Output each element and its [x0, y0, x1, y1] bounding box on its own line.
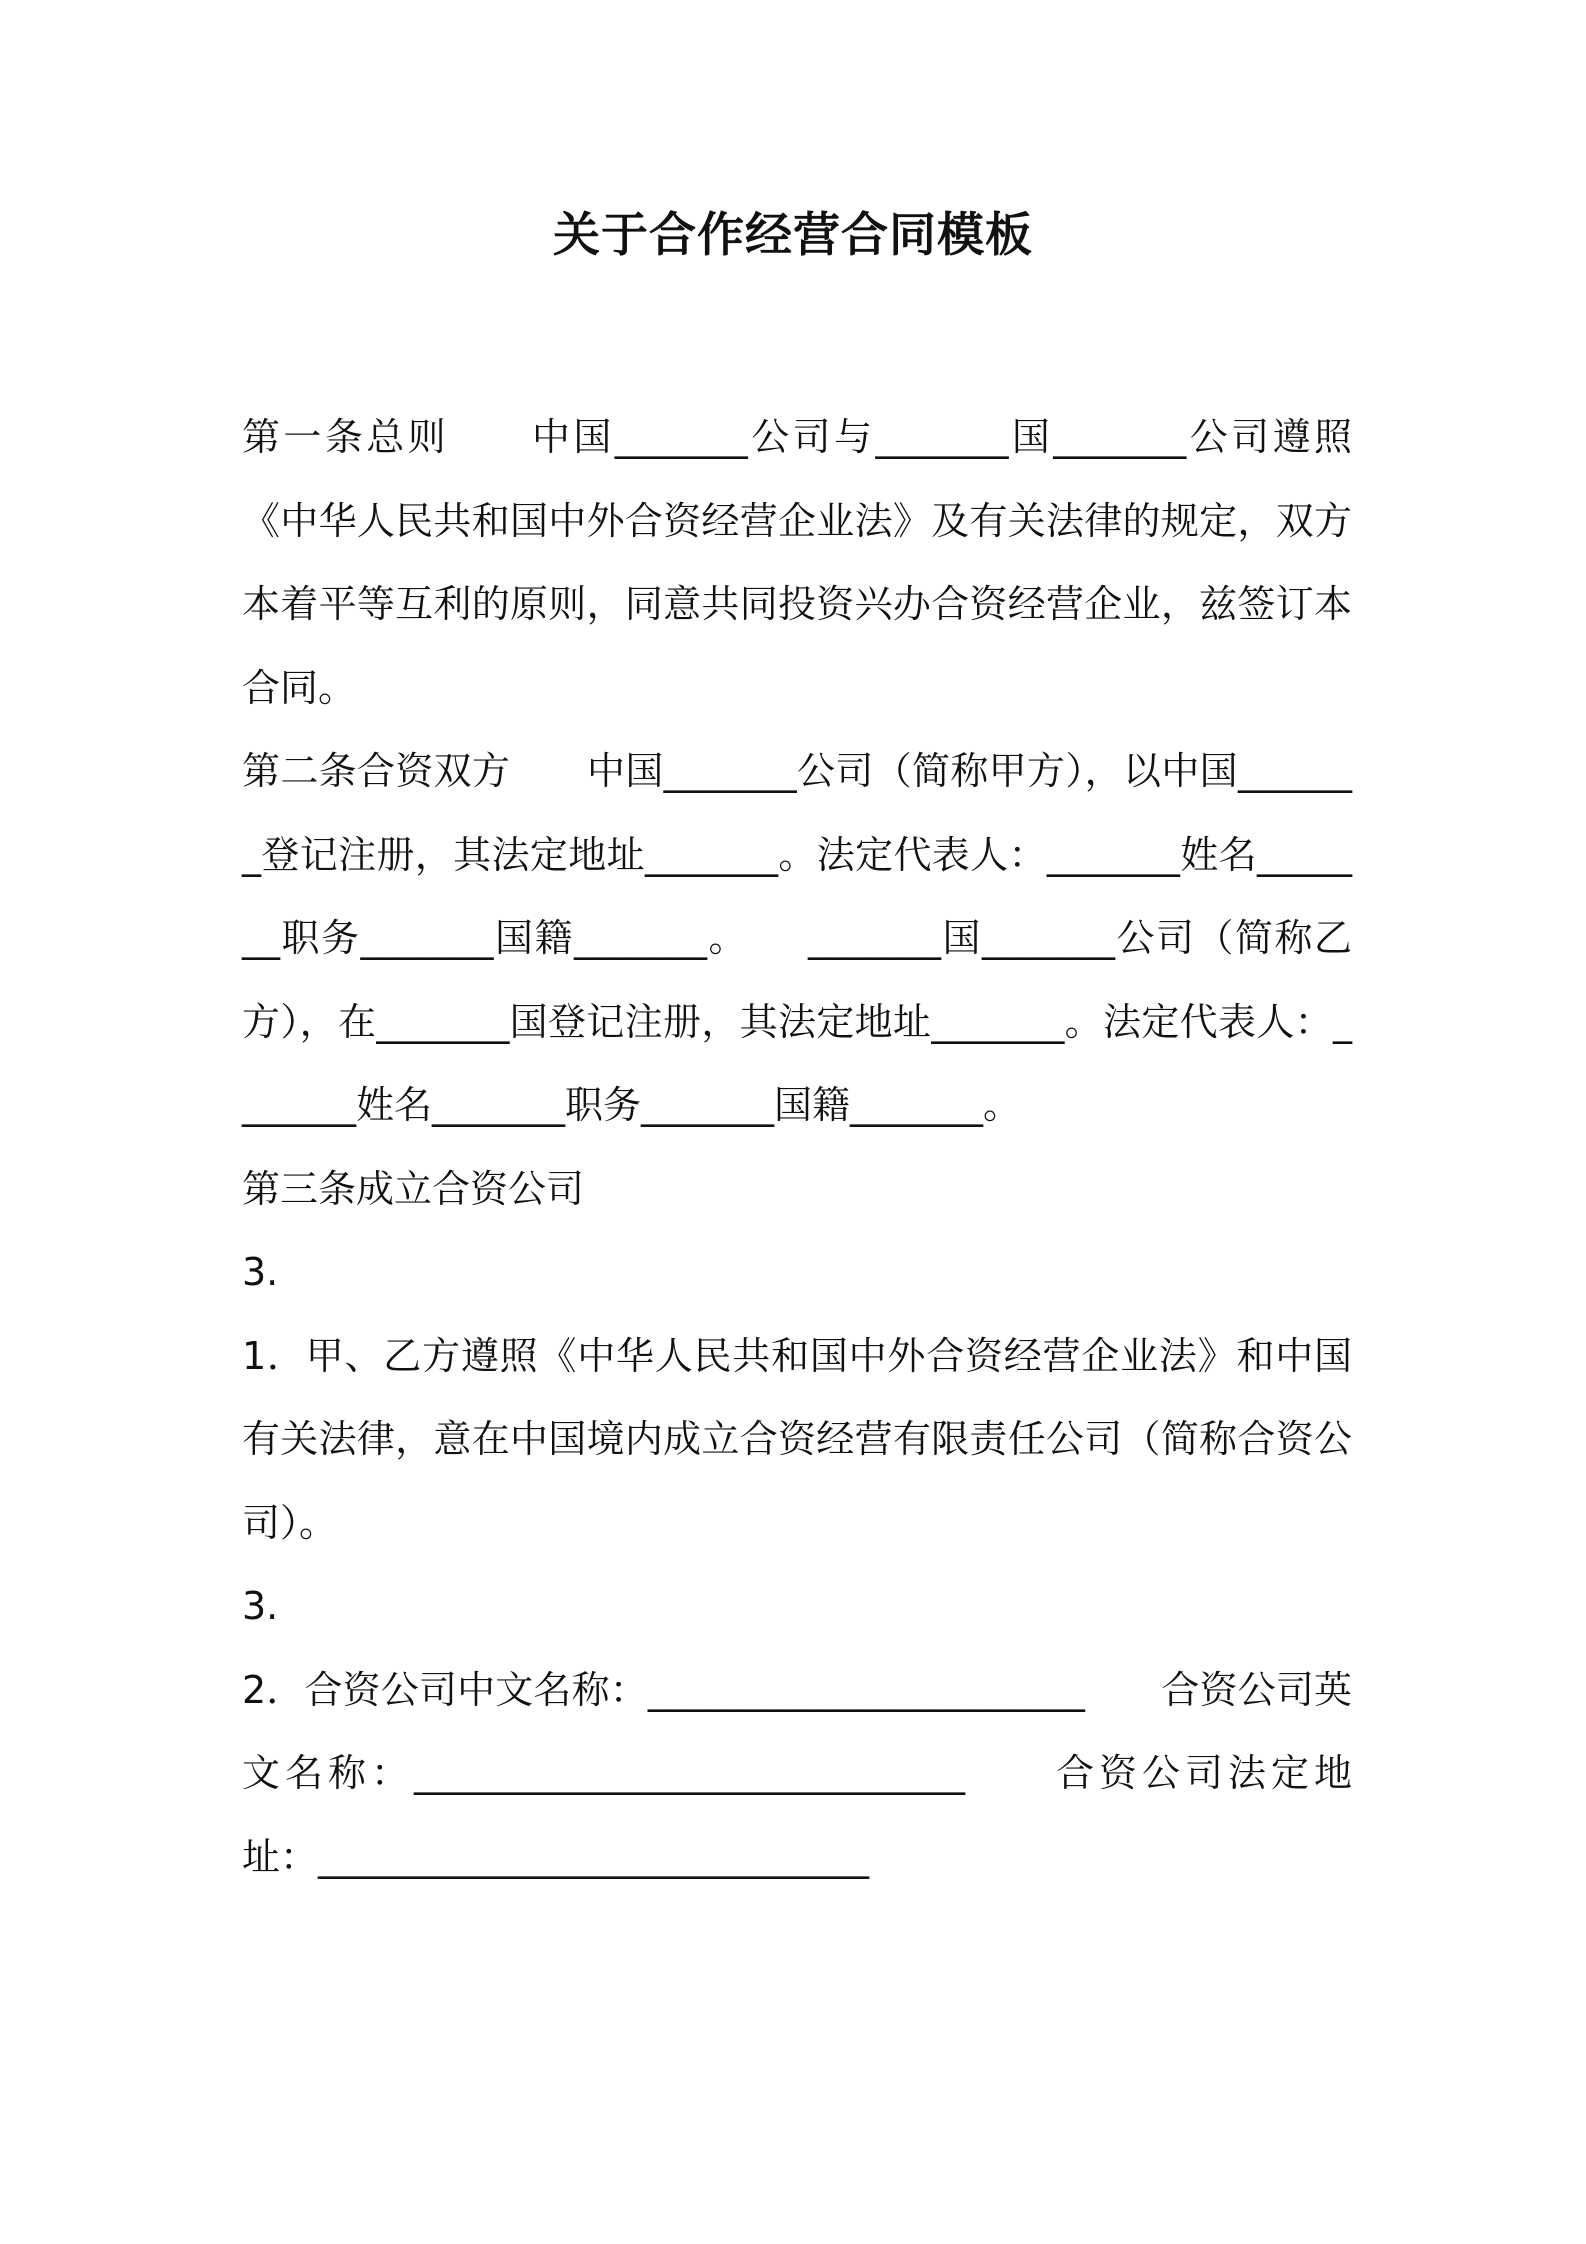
article-2-parties: 第二条合资双方 中国_______公司（简称甲方），以中国_______登记注册，其法定地址_______。法定代表人：_______姓名_______职务_______国籍_______。 _______国_______公司（简称乙方），在_______国登记注册，其法定地址_______。法定代表人：_______姓名_______职务_______国籍_______。 — [242, 749, 1352, 1127]
clause-3-1: 1．甲、乙方遵照《中华人民共和国中外合资经营企业法》和中国有关法律，意在中国境内成立合资经营有限责任公司（简称合资公司）。 — [242, 1333, 1352, 1545]
document-body — [242, 396, 1352, 1899]
section-number: 3. — [242, 1250, 279, 1294]
section-number: 3. — [242, 1584, 279, 1628]
clause-3-2: 2．合资公司中文名称：_______________________ 合资公司英文名称：_____________________________ 合资公司法定地址：_____________________________ — [242, 1667, 1352, 1879]
article-3-heading: 第三条成立合资公司 — [242, 1166, 585, 1211]
document-title: 关于合作经营合同模板 — [553, 208, 1033, 263]
article-1-general-provisions: 第一条总则 中国_______公司与_______国_______公司遵照《中华人民共和国中外合资经营企业法》及有关法律的规定，双方本着平等互利的原则，同意共同投资兴办合资经营企业，兹签订本合同。 — [242, 415, 1352, 710]
